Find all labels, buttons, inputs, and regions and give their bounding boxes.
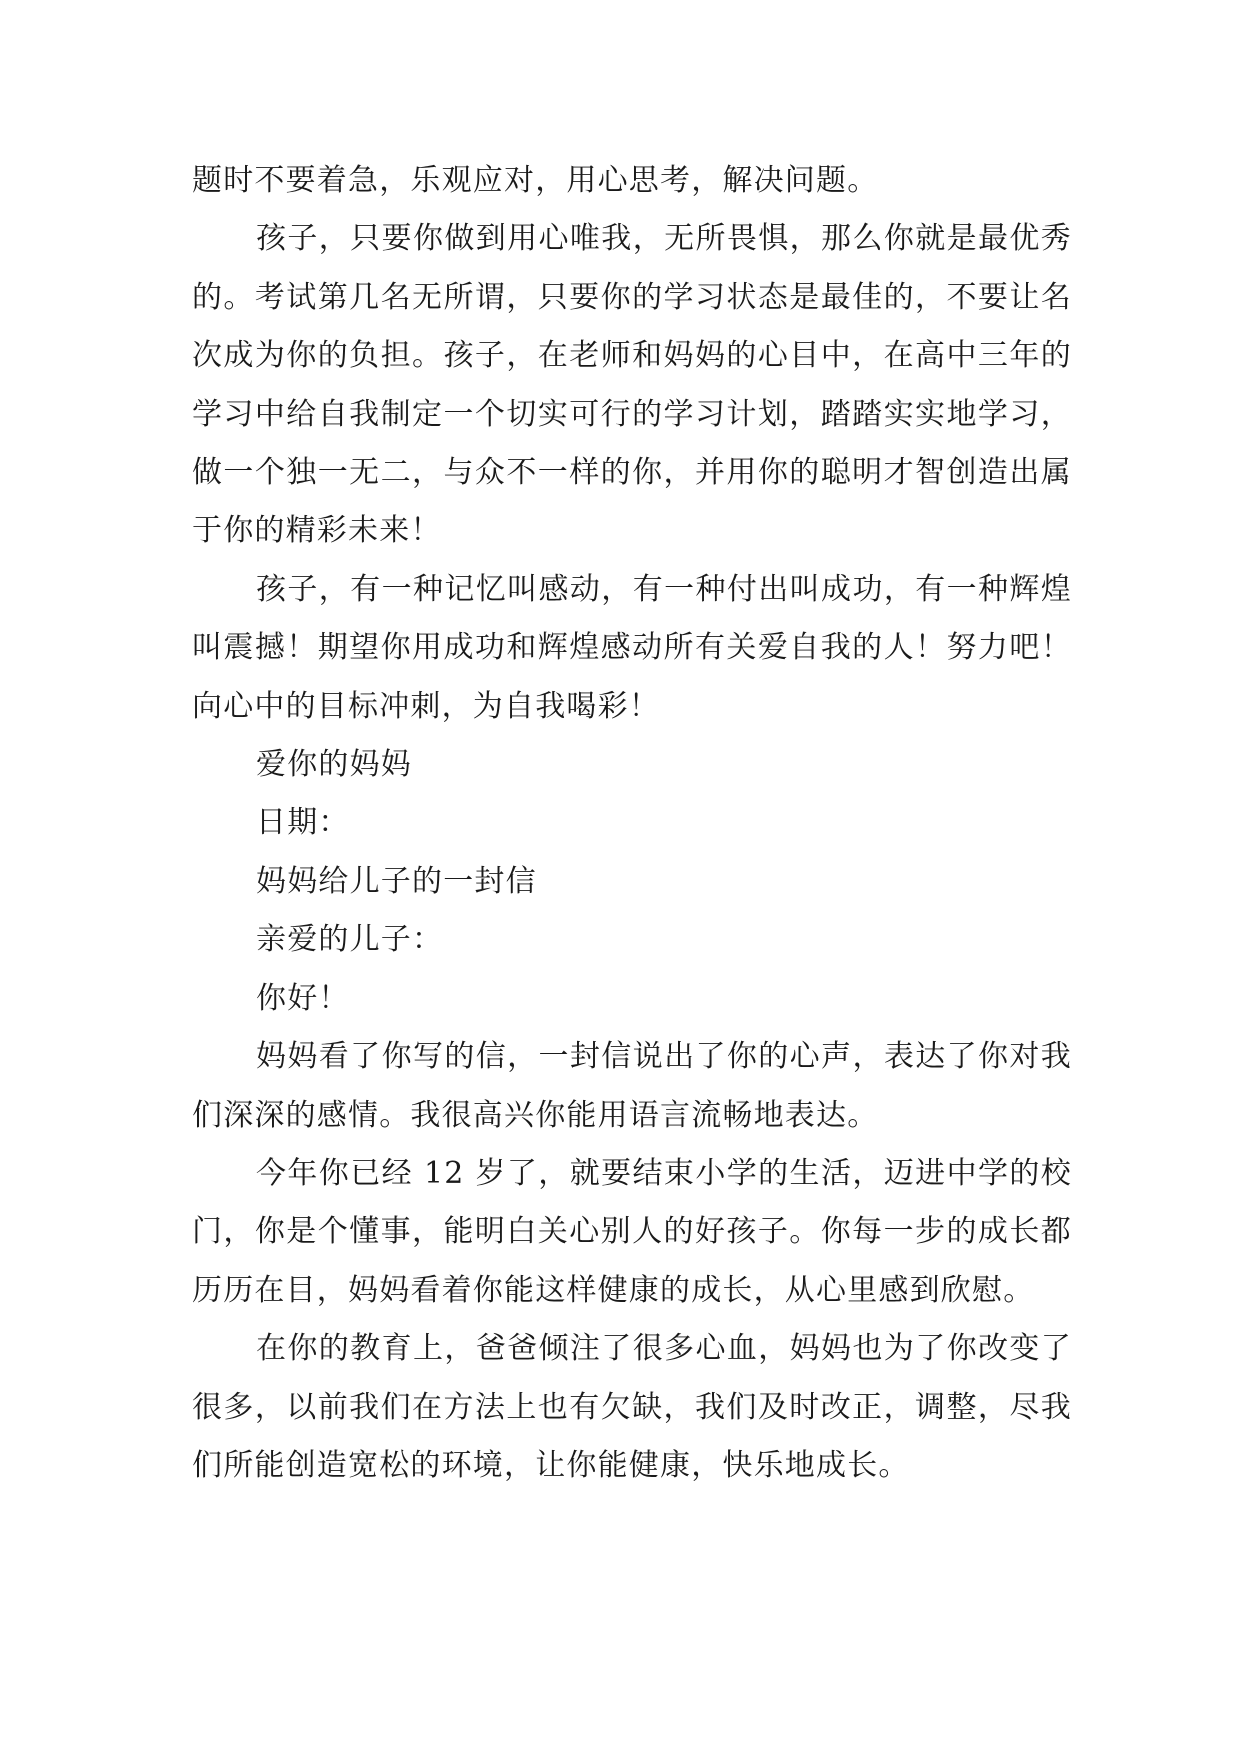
paragraph-age-twelve: 今年你已经 12 岁了，就要结束小学的生活，迈进中学的校门，你是个懂事，能明白关心别人的好孩子。你每一步的成长都历历在目，妈妈看着你能这样健康的成长，从心里感到欣慰。 [192, 1155, 1072, 1308]
letter-body [192, 152, 1072, 1495]
letter-title: 妈妈给儿子的一封信 [256, 863, 537, 899]
date-line: 日期： [256, 805, 350, 841]
paragraph-read-letter: 妈妈看了你写的信，一封信说出了你的心声，表达了你对我们深深的感情。我很高兴你能用语言流畅地表达。 [192, 1039, 1072, 1133]
greeting: 你好！ [256, 980, 350, 1016]
signature-line: 爱你的妈妈 [256, 747, 412, 783]
paragraph-education: 在你的教育上，爸爸倾注了很多心血，妈妈也为了你改变了很多，以前我们在方法上也有欠缺，我们及时改正，调整，尽我们所能创造宽松的环境，让你能健康，快乐地成长。 [192, 1331, 1072, 1483]
paragraph-encouragement: 孩子，有一种记忆叫感动，有一种付出叫成功，有一种辉煌叫震撼！期望你用成功和辉煌感动所有关爱自我的人！努力吧！向心中的目标冲刺，为自我喝彩！ [192, 571, 1072, 724]
paragraph-continuation: 题时不要着急，乐观应对，用心思考，解决问题。 [192, 163, 879, 198]
paragraph-be-yourself: 孩子，只要你做到用心唯我，无所畏惧，那么你就是最优秀的。考试第几名无所谓，只要你的学习状态是最佳的，不要让名次成为你的负担。孩子，在老师和妈妈的心目中，在高中三年的学习中给自我制定一个切实可行的学习计划，踏踏实实地学习，做一个独一无二，与众不一样的你，并用你的聪明才智创造出属于你的精彩未来！ [192, 221, 1072, 549]
salutation: 亲爱的儿子： [256, 922, 444, 958]
